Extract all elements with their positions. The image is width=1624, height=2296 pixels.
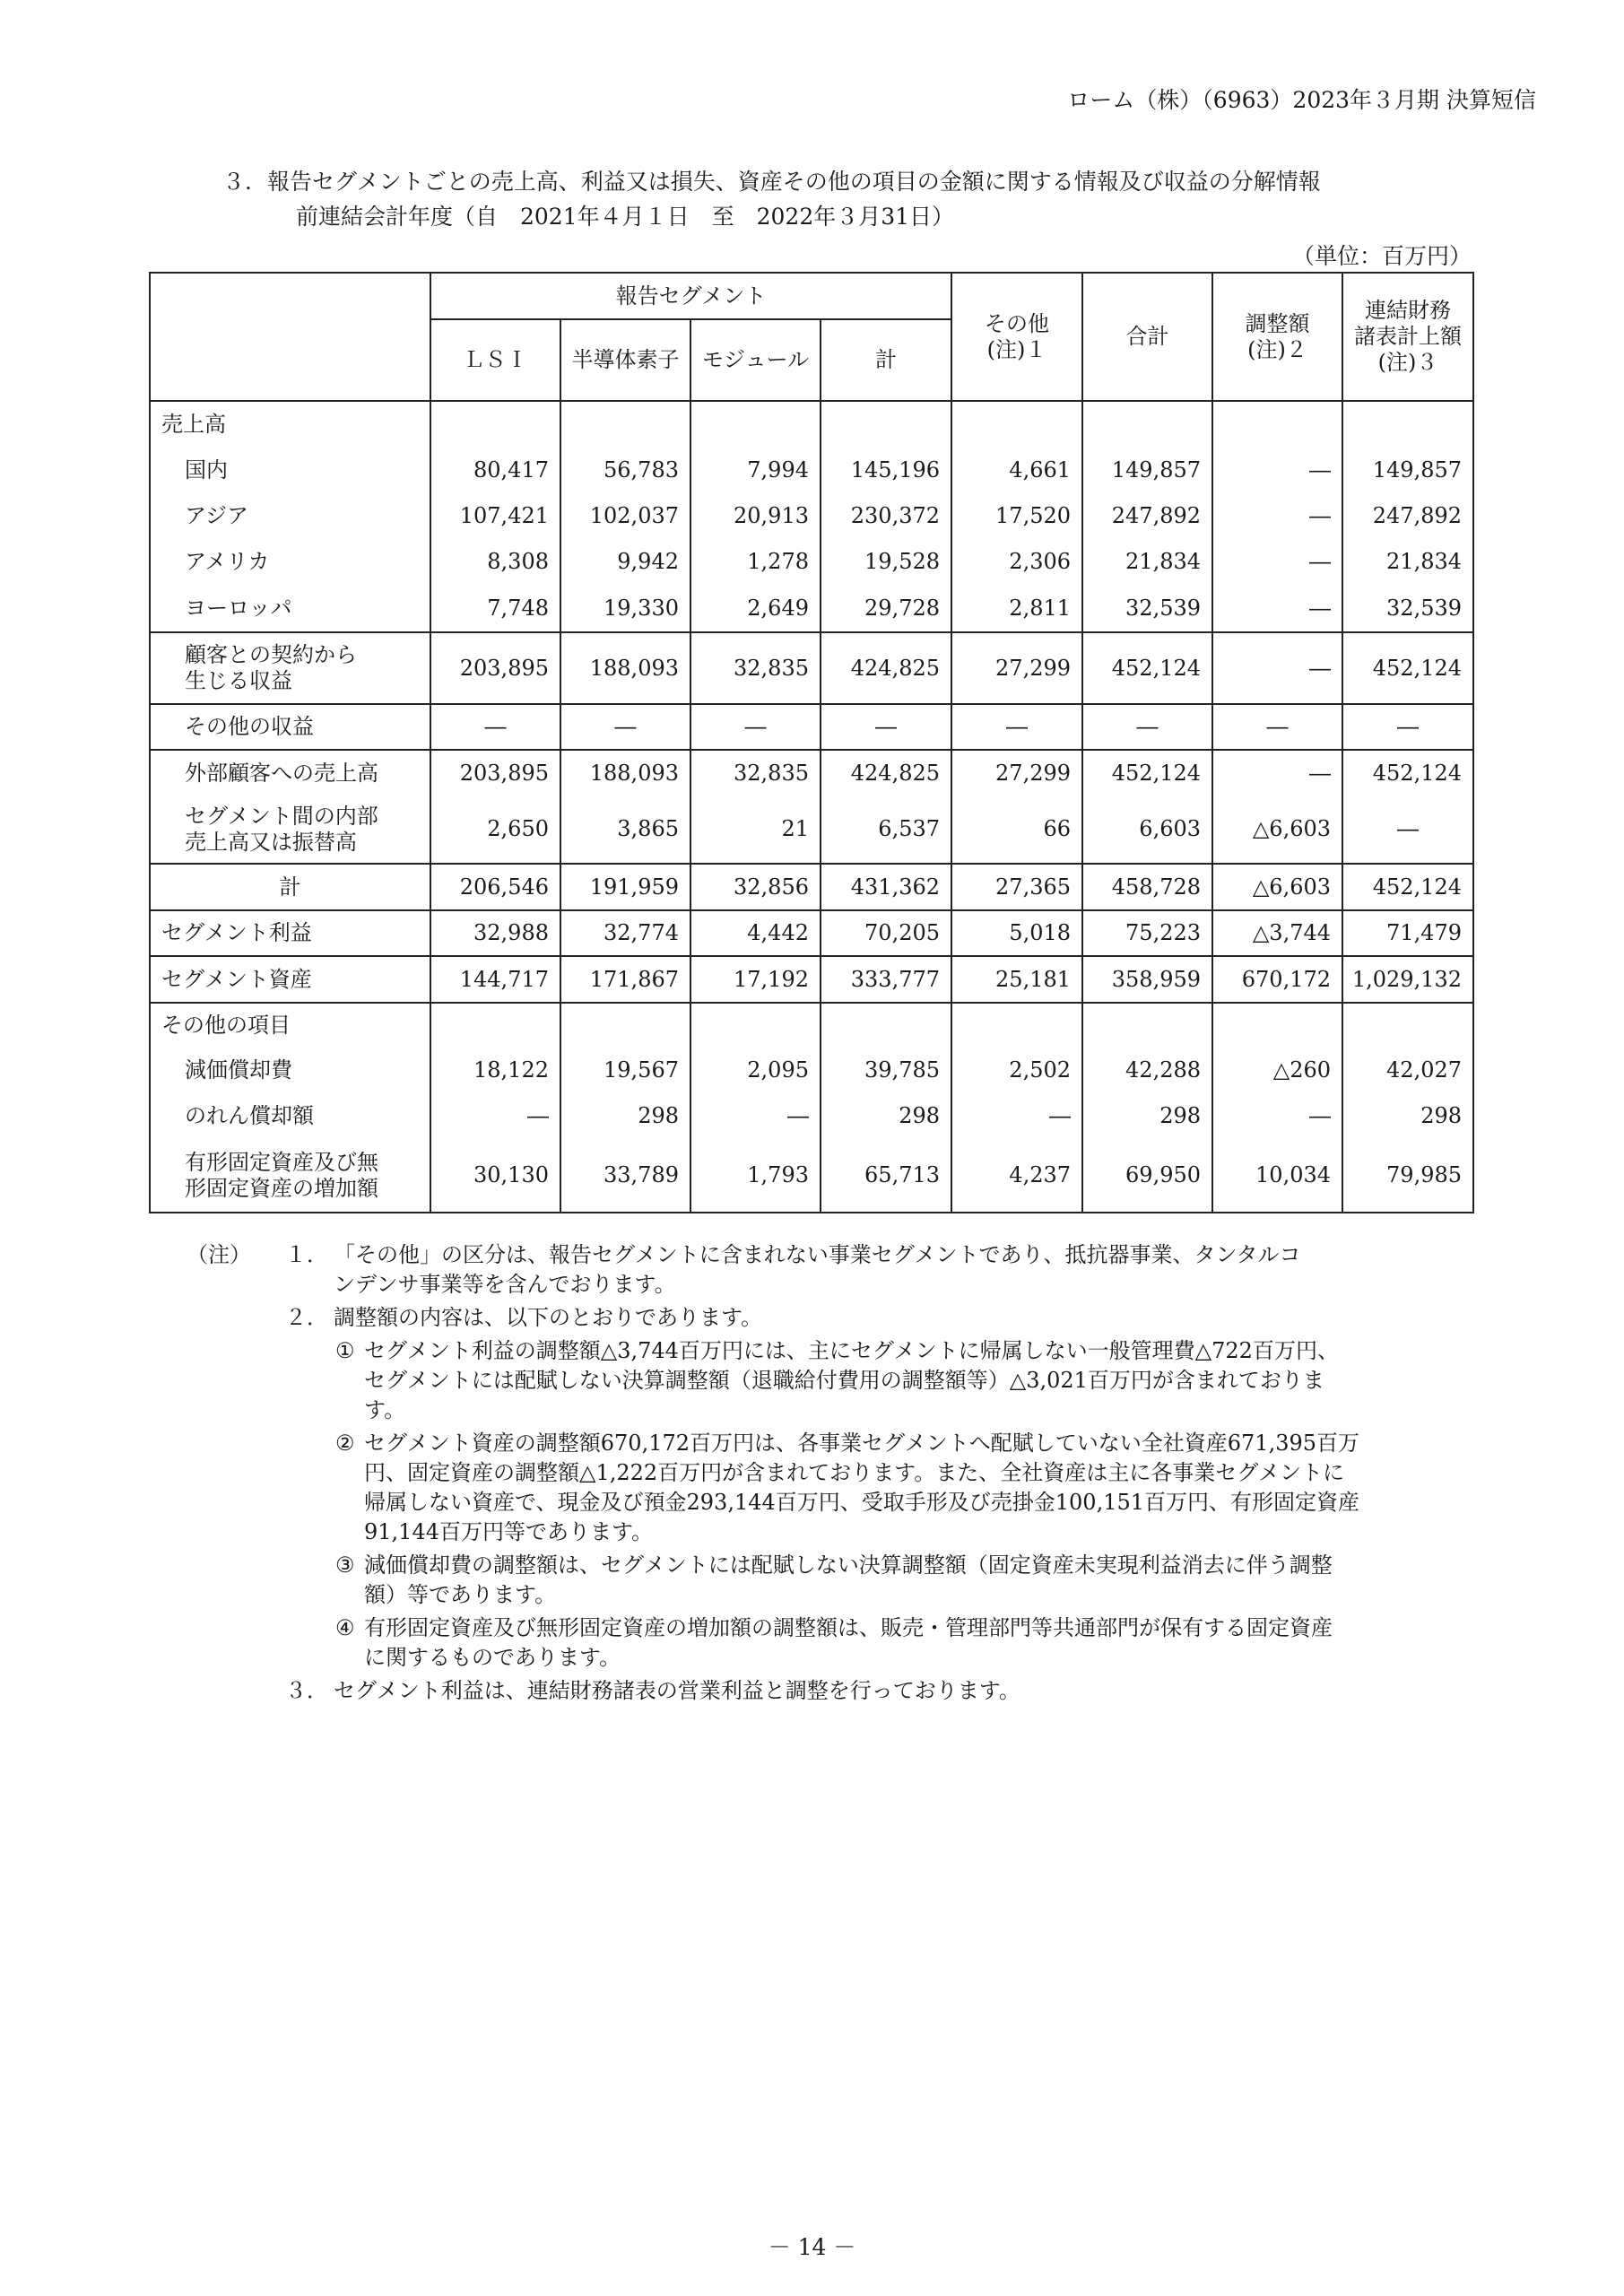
cell-value: 29,728 xyxy=(821,585,951,632)
cell-value: 71,479 xyxy=(1342,910,1473,956)
note-2-item-1 xyxy=(251,1336,1498,1425)
table-row xyxy=(150,750,1473,796)
row-label: 計 xyxy=(150,864,430,910)
table-row xyxy=(150,539,1473,585)
cell-value: 424,825 xyxy=(821,750,951,796)
cell-value: 21 xyxy=(690,796,821,864)
cell-value: 33,789 xyxy=(560,1139,690,1213)
table-row xyxy=(150,1093,1473,1139)
cell-value: 9,942 xyxy=(560,539,690,585)
row-label: のれん償却額 xyxy=(150,1093,430,1139)
row-label: 国内 xyxy=(150,448,430,493)
item-marker: ② xyxy=(335,1431,355,1456)
cell-value: 452,124 xyxy=(1082,632,1212,704)
cell-value: 670,172 xyxy=(1212,956,1342,1003)
cell-value: 39,785 xyxy=(821,1048,951,1093)
cell-value: 27,365 xyxy=(951,864,1082,910)
cell-value: 247,892 xyxy=(1342,493,1473,539)
row-label: 減価償却費 xyxy=(150,1048,430,1093)
cell-value: 32,774 xyxy=(560,910,690,956)
cell-value: 42,288 xyxy=(1082,1048,1212,1093)
cell-value: 2,811 xyxy=(951,585,1082,632)
note-text: セグメント資産の調整額670,172百万円は、各事業セグメントへ配賦していない全社資産671,395百万 xyxy=(364,1431,1360,1456)
cell-value: 32,835 xyxy=(690,750,821,796)
cell-value: 6,537 xyxy=(821,796,951,864)
row-label: 売上高 xyxy=(150,401,430,448)
cell-value: 7,994 xyxy=(690,448,821,493)
cell-value: 70,205 xyxy=(821,910,951,956)
note-text: セグメント利益は、連結財務諸表の営業利益と調整を行っております。 xyxy=(334,1678,1020,1703)
cell-value: 2,650 xyxy=(430,796,560,864)
cell-value: 1,278 xyxy=(690,539,821,585)
cell-value: 298 xyxy=(1082,1093,1212,1139)
cell-value: 188,093 xyxy=(560,632,690,704)
table-row xyxy=(150,632,1473,704)
row-label: セグメント利益 xyxy=(150,910,430,956)
cell-value: ― xyxy=(560,704,690,750)
cell-value: 69,950 xyxy=(1082,1139,1212,1213)
cell-value: 65,713 xyxy=(821,1139,951,1213)
header-total: 合計 xyxy=(1082,273,1212,401)
cell-value: 10,034 xyxy=(1212,1139,1342,1213)
note-text: す。 xyxy=(364,1397,406,1422)
cell-value: 452,124 xyxy=(1342,632,1473,704)
cell-value: ― xyxy=(690,704,821,750)
cell-value: ― xyxy=(821,704,951,750)
page-number: － 14 － xyxy=(768,2234,856,2260)
cell-value: 2,502 xyxy=(951,1048,1082,1093)
cell-value: 4,661 xyxy=(951,448,1082,493)
cell-value: 171,867 xyxy=(560,956,690,1003)
table-row xyxy=(150,1048,1473,1093)
cell-value: 80,417 xyxy=(430,448,560,493)
table-row xyxy=(150,401,1473,448)
note-text: 調整額の内容は、以下のとおりであります。 xyxy=(334,1305,763,1330)
note-2 xyxy=(251,1303,1498,1333)
cell-value: 203,895 xyxy=(430,632,560,704)
unit-label: （単位：百万円） xyxy=(1291,243,1472,269)
cell-value: 203,895 xyxy=(430,750,560,796)
cell-value: △3,744 xyxy=(1212,910,1342,956)
note-text: 減価償却費の調整額は、セグメントには配賦しない決算調整額（固定資産未実現利益消去に伴う調整 xyxy=(364,1552,1333,1578)
header-adjustment: 調整額 (注)２ xyxy=(1212,273,1342,401)
cell-value: 66 xyxy=(951,796,1082,864)
row-label: セグメント間の内部 売上高又は振替高 xyxy=(150,796,430,864)
cell-value: 79,985 xyxy=(1342,1139,1473,1213)
cell-value: 5,018 xyxy=(951,910,1082,956)
cell-value: 247,892 xyxy=(1082,493,1212,539)
row-label: アメリカ xyxy=(150,539,430,585)
note-number: ２． xyxy=(285,1305,328,1330)
cell-value: 144,717 xyxy=(430,956,560,1003)
cell-value: 4,237 xyxy=(951,1139,1082,1213)
note-text: 円、固定資産の調整額△1,222百万円が含まれております。また、全社資産は主に各事業セグメントに xyxy=(364,1460,1345,1485)
cell-value: 149,857 xyxy=(1342,448,1473,493)
cell-value: ― xyxy=(690,1093,821,1139)
cell-value: 19,567 xyxy=(560,1048,690,1093)
row-label: セグメント資産 xyxy=(150,956,430,1003)
cell-value: 3,865 xyxy=(560,796,690,864)
cell-value: 298 xyxy=(560,1093,690,1139)
item-marker: ③ xyxy=(335,1552,355,1578)
cell-value: 42,027 xyxy=(1342,1048,1473,1093)
cell-value: 27,299 xyxy=(951,750,1082,796)
cell-value: △6,603 xyxy=(1212,864,1342,910)
cell-value: ― xyxy=(1342,704,1473,750)
cell-value: 17,520 xyxy=(951,493,1082,539)
note-text: 91,144百万円等であります。 xyxy=(364,1519,654,1544)
cell-value: ― xyxy=(1212,704,1342,750)
cell-value: 18,122 xyxy=(430,1048,560,1093)
cell-value: 458,728 xyxy=(1082,864,1212,910)
cell-value: 21,834 xyxy=(1082,539,1212,585)
segment-table xyxy=(149,272,1474,1213)
cell-value: 25,181 xyxy=(951,956,1082,1003)
row-label: 顧客との契約から 生じる収益 xyxy=(150,632,430,704)
cell-value: 56,783 xyxy=(560,448,690,493)
header-blank-cell xyxy=(150,273,430,401)
section-title: ３．報告セグメントごとの売上高、利益又は損失、資産その他の項目の金額に関する情報及び収益の分解情報 xyxy=(222,169,1321,195)
table-row xyxy=(150,796,1473,864)
cell-value: ― xyxy=(1342,796,1473,864)
cell-value: 2,649 xyxy=(690,585,821,632)
item-marker: ① xyxy=(335,1338,355,1363)
cell-value: 333,777 xyxy=(821,956,951,1003)
cell-value: 6,603 xyxy=(1082,796,1212,864)
header-lsi: ＬＳＩ xyxy=(430,319,560,401)
header-consolidated: 連結財務 諸表計上額 (注)３ xyxy=(1342,273,1473,401)
notes-section xyxy=(187,1240,1498,1706)
header-semiconductor: 半導体素子 xyxy=(560,319,690,401)
row-label: その他の収益 xyxy=(150,704,430,750)
table-row xyxy=(150,493,1473,539)
cell-value: ― xyxy=(1082,704,1212,750)
cell-value: 145,196 xyxy=(821,448,951,493)
table-row xyxy=(150,585,1473,632)
cell-value: ― xyxy=(1212,539,1342,585)
table-row xyxy=(150,864,1473,910)
note-tag: （注） xyxy=(187,1242,251,1267)
row-label: 外部顧客への売上高 xyxy=(150,750,430,796)
note-text: に関するものであります。 xyxy=(364,1645,621,1670)
document-header: ローム（株）（6963）2023年３月期 決算短信 xyxy=(1067,87,1536,113)
cell-value: 2,095 xyxy=(690,1048,821,1093)
cell-value: 32,856 xyxy=(690,864,821,910)
table-row xyxy=(150,448,1473,493)
cell-value: 32,539 xyxy=(1082,585,1212,632)
table-row xyxy=(150,956,1473,1003)
note-text: セグメント利益の調整額△3,744百万円には、主にセグメントに帰属しない一般管理費△722百万円、 xyxy=(364,1338,1339,1363)
cell-value: 452,124 xyxy=(1342,750,1473,796)
cell-value: 19,330 xyxy=(560,585,690,632)
cell-value: 32,988 xyxy=(430,910,560,956)
cell-value: ― xyxy=(430,704,560,750)
header-module: モジュール xyxy=(690,319,821,401)
note-number: １． xyxy=(285,1242,328,1267)
cell-value: 431,362 xyxy=(821,864,951,910)
cell-value: 149,857 xyxy=(1082,448,1212,493)
cell-value: 188,093 xyxy=(560,750,690,796)
cell-value: 191,959 xyxy=(560,864,690,910)
cell-value: ― xyxy=(1212,585,1342,632)
cell-value: ― xyxy=(430,1093,560,1139)
cell-value: 2,306 xyxy=(951,539,1082,585)
cell-value: 75,223 xyxy=(1082,910,1212,956)
cell-value: △6,603 xyxy=(1212,796,1342,864)
cell-value: 20,913 xyxy=(690,493,821,539)
cell-value: 1,029,132 xyxy=(1342,956,1473,1003)
cell-value: 21,834 xyxy=(1342,539,1473,585)
cell-value: ― xyxy=(1212,750,1342,796)
note-text: 有形固定資産及び無形固定資産の増加額の調整額は、販売・管理部門等共通部門が保有する固定資産 xyxy=(364,1615,1333,1640)
cell-value: 102,037 xyxy=(560,493,690,539)
cell-value: 32,539 xyxy=(1342,585,1473,632)
cell-value: 8,308 xyxy=(430,539,560,585)
cell-value: ― xyxy=(951,704,1082,750)
note-2-item-2 xyxy=(251,1429,1498,1547)
note-text: セグメントには配賦しない決算調整額（退職給付費用の調整額等）△3,021百万円が含まれておりま xyxy=(364,1368,1324,1393)
cell-value: 1,793 xyxy=(690,1139,821,1213)
table-row xyxy=(150,910,1473,956)
row-label: アジア xyxy=(150,493,430,539)
cell-value: ― xyxy=(1212,632,1342,704)
note-text: 帰属しない資産で、現金及び預金293,144百万円、受取手形及び売掛金100,151百万円、有形固定資産 xyxy=(364,1490,1360,1515)
cell-value: 17,192 xyxy=(690,956,821,1003)
note-3 xyxy=(251,1676,1498,1706)
table-row xyxy=(150,1139,1473,1213)
header-reportable-segments: 報告セグメント xyxy=(430,273,951,319)
row-label: その他の項目 xyxy=(150,1003,430,1048)
cell-value: 452,124 xyxy=(1342,864,1473,910)
table-row xyxy=(150,704,1473,750)
header-subtotal: 計 xyxy=(821,319,951,401)
cell-value: 19,528 xyxy=(821,539,951,585)
note-text: 「その他」の区分は、報告セグメントに含まれない事業セグメントであり、抵抗器事業、タンタルコ xyxy=(334,1242,1301,1267)
cell-value: 298 xyxy=(821,1093,951,1139)
cell-value: ― xyxy=(1212,1093,1342,1139)
item-marker: ④ xyxy=(335,1615,355,1640)
cell-value: ― xyxy=(951,1093,1082,1139)
cell-value: 4,442 xyxy=(690,910,821,956)
cell-value: 452,124 xyxy=(1082,750,1212,796)
table-row xyxy=(150,1003,1473,1048)
note-text: 額）等であります。 xyxy=(364,1582,557,1607)
cell-value: 107,421 xyxy=(430,493,560,539)
cell-value: 30,130 xyxy=(430,1139,560,1213)
cell-value: 32,835 xyxy=(690,632,821,704)
cell-value: 27,299 xyxy=(951,632,1082,704)
cell-value: 424,825 xyxy=(821,632,951,704)
header-other: その他 (注)１ xyxy=(951,273,1082,401)
note-1 xyxy=(187,1240,1498,1300)
cell-value: 298 xyxy=(1342,1093,1473,1139)
cell-value: 358,959 xyxy=(1082,956,1212,1003)
row-label: ヨーロッパ xyxy=(150,585,430,632)
cell-value: 230,372 xyxy=(821,493,951,539)
cell-value: ― xyxy=(1212,448,1342,493)
note-text: ンデンサ事業等を含んでおります。 xyxy=(334,1272,676,1297)
cell-value: △260 xyxy=(1212,1048,1342,1093)
row-label: 有形固定資産及び無 形固定資産の増加額 xyxy=(150,1139,430,1213)
cell-value: 206,546 xyxy=(430,864,560,910)
note-2-item-3 xyxy=(251,1551,1498,1610)
cell-value: 7,748 xyxy=(430,585,560,632)
fiscal-period: 前連結会計年度（自 2021年４月１日 至 2022年３月31日） xyxy=(296,204,955,230)
cell-value: ― xyxy=(1212,493,1342,539)
note-2-item-4 xyxy=(251,1613,1498,1673)
note-number: ３． xyxy=(285,1678,328,1703)
